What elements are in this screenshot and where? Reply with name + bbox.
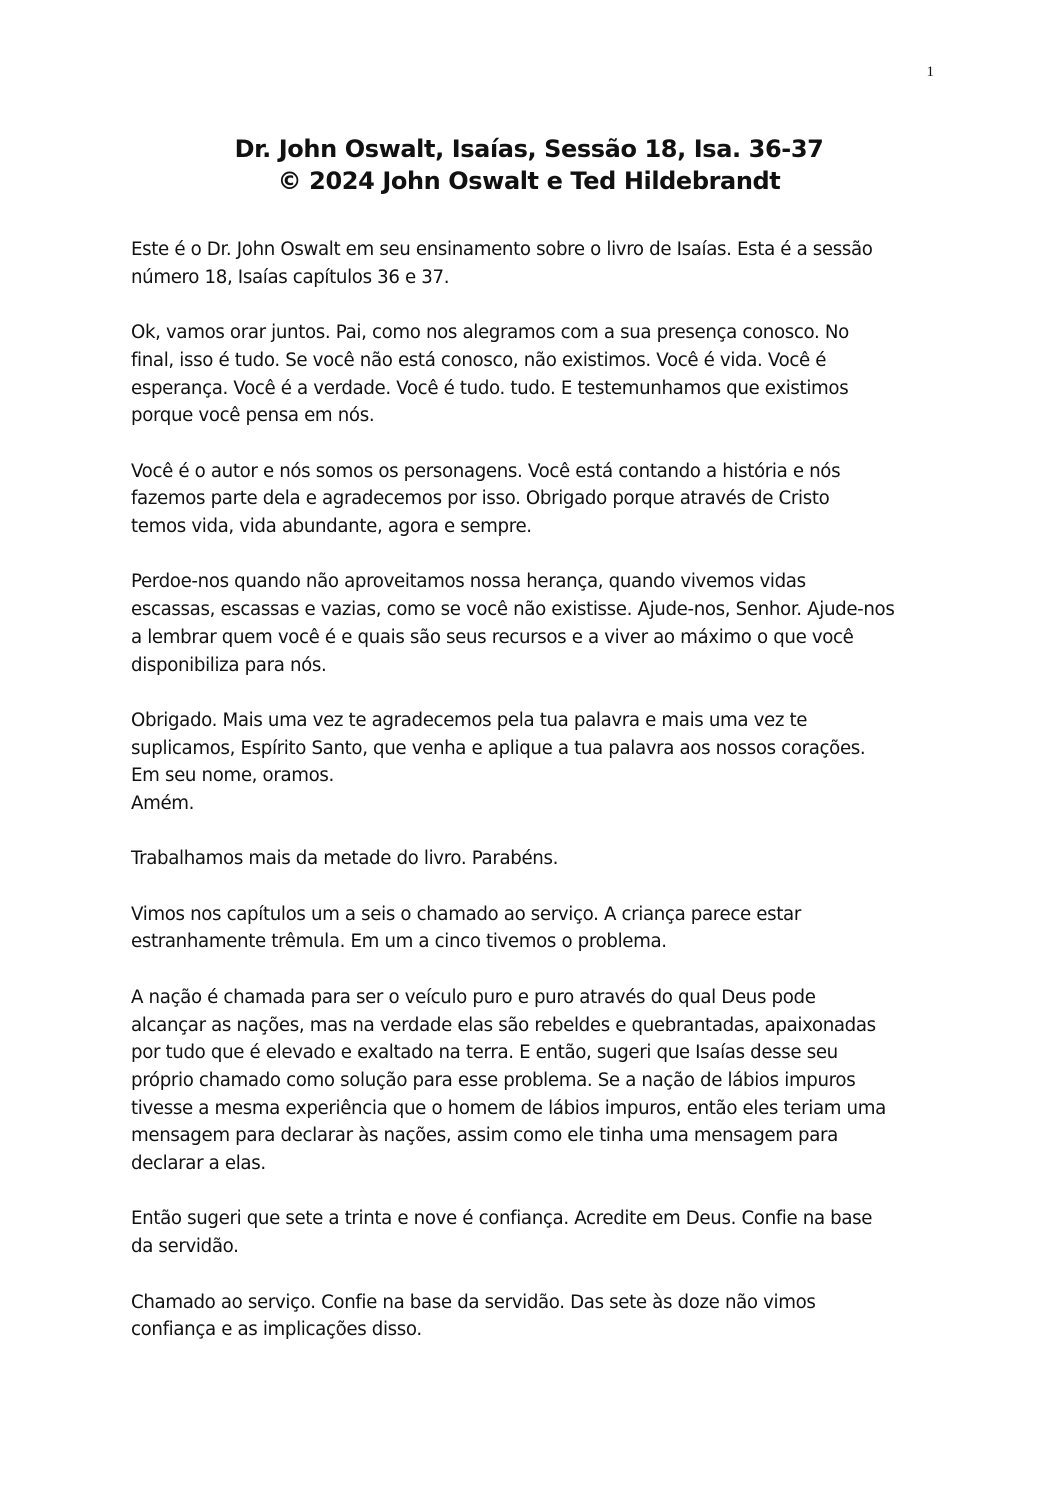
- page-number: 1: [926, 64, 934, 80]
- title-line-1: Dr. John Oswalt, Isaías, Sessão 18, Isa. 36-37: [234, 135, 824, 163]
- text-line: Chamado ao serviço. Confie na base da servidão. Das sete às doze não vimos: [131, 1291, 816, 1313]
- paragraph: [131, 319, 931, 430]
- text-line: da servidão.: [131, 1236, 239, 1258]
- text-line: fazemos parte dela e agradecemos por isso. Obrigado porque através de Cristo: [131, 488, 830, 510]
- text-line: alcançar as nações, mas na verdade elas são rebeldes e quebrantadas, apaixonadas: [131, 1014, 876, 1036]
- text-line: declarar a elas.: [131, 1153, 266, 1175]
- text-line: mensagem para declarar às nações, assim como ele tinha uma mensagem para: [131, 1125, 838, 1147]
- document-body: [131, 236, 931, 1372]
- paragraph: [131, 1205, 931, 1260]
- text-line: a lembrar quem você é e quais são seus recursos e a viver ao máximo o que você: [131, 626, 854, 648]
- paragraph: [131, 458, 931, 541]
- text-line: estranhamente trêmula. Em um a cinco tivemos o problema.: [131, 931, 667, 953]
- text-line: confiança e as implicações disso.: [131, 1319, 422, 1341]
- paragraph: [131, 707, 931, 818]
- text-line: por tudo que é elevado e exaltado na terra. E então, sugeri que Isaías desse seu: [131, 1042, 838, 1064]
- paragraph: [131, 845, 931, 873]
- text-line: Você é o autor e nós somos os personagens. Você está contando a história e nós: [131, 460, 841, 482]
- text-line: disponibiliza para nós.: [131, 654, 327, 676]
- text-line: Obrigado. Mais uma vez te agradecemos pela tua palavra e mais uma vez te: [131, 709, 808, 731]
- document-title: [0, 133, 1058, 197]
- paragraph: [131, 984, 931, 1178]
- text-line: Perdoe-nos quando não aproveitamos nossa herança, quando vivemos vidas: [131, 571, 806, 593]
- text-line: temos vida, vida abundante, agora e sempre.: [131, 516, 532, 537]
- text-line: Vimos nos capítulos um a seis o chamado ao serviço. A criança parece estar: [131, 903, 801, 925]
- paragraph: [131, 236, 931, 291]
- text-line: Este é o Dr. John Oswalt em seu ensinamento sobre o livro de Isaías. Esta é a sessão: [131, 239, 873, 260]
- text-line: número 18, Isaías capítulos 36 e 37.: [131, 266, 450, 288]
- text-line: Amém.: [131, 793, 195, 814]
- text-line: esperança. Você é a verdade. Você é tudo. tudo. E testemunhamos que existimos: [131, 377, 849, 399]
- title-line-2: © 2024 John Oswalt e Ted Hildebrandt: [277, 167, 781, 195]
- text-line: escassas, escassas e vazias, como se você não existisse. Ajude-nos, Senhor. Ajude-nos: [131, 599, 895, 621]
- text-line: suplicamos, Espírito Santo, que venha e aplique a tua palavra aos nossos corações.: [131, 737, 866, 759]
- text-line: A nação é chamada para ser o veículo puro e puro através do qual Deus pode: [131, 986, 816, 1008]
- text-line: tivesse a mesma experiência que o homem de lábios impuros, então eles teriam uma: [131, 1097, 886, 1119]
- paragraph: [131, 568, 931, 679]
- text-line: final, isso é tudo. Se você não está conosco, não existimos. Você é vida. Você é: [131, 349, 827, 371]
- text-line: Então sugeri que sete a trinta e nove é confiança. Acredite em Deus. Confie na base: [131, 1208, 873, 1230]
- text-line: porque você pensa em nós.: [131, 405, 375, 427]
- text-line: Trabalhamos mais da metade do livro. Parabéns.: [131, 848, 559, 870]
- text-line: Ok, vamos orar juntos. Pai, como nos alegramos com a sua presença conosco. No: [131, 322, 849, 344]
- text-line: Em seu nome, oramos.: [131, 765, 334, 787]
- paragraph: [131, 1289, 931, 1344]
- text-line: próprio chamado como solução para esse problema. Se a nação de lábios impuros: [131, 1069, 856, 1091]
- paragraph: [131, 901, 931, 956]
